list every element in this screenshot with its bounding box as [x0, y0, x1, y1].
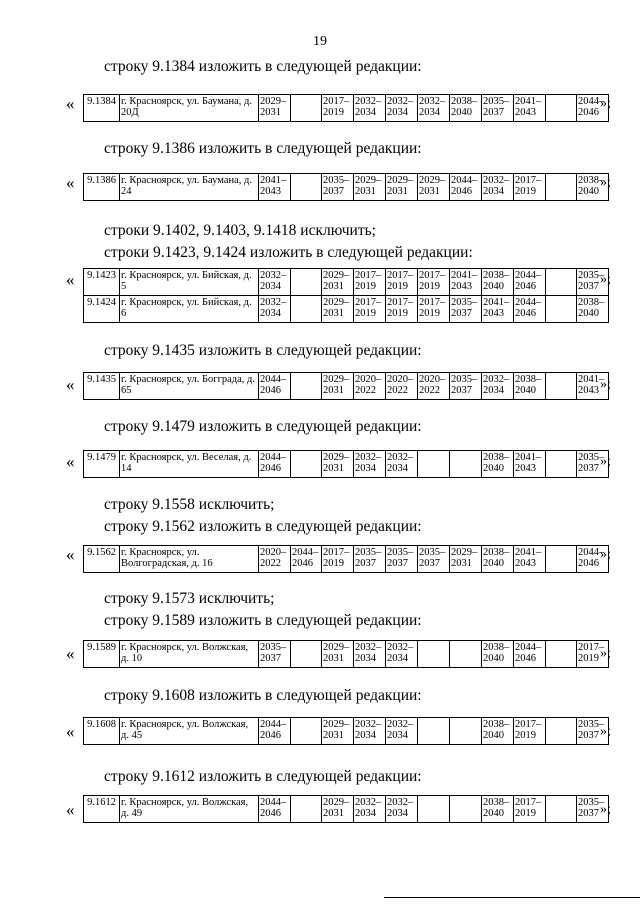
open-quote: «	[66, 722, 75, 741]
year-cell: 2032–2034	[354, 451, 386, 478]
close-quote: »;	[600, 724, 611, 739]
year-cell	[291, 95, 322, 122]
amendment-table	[83, 173, 609, 201]
row-address: г. Красноярск, ул. Волжская, д. 10	[120, 641, 259, 668]
amendment-table	[83, 268, 609, 323]
year-cell	[546, 451, 577, 478]
instruction-text: строку 9.1608 изложить в следующей редакции:	[104, 687, 422, 704]
year-cell	[546, 546, 577, 573]
year-cell: 2017–2019	[514, 718, 546, 745]
year-cell: 2044–2046	[259, 373, 291, 400]
year-cell	[291, 718, 322, 745]
row-address: г. Красноярск, ул. Бийская, д. 5	[120, 269, 259, 296]
year-cell: 2035–2037	[450, 296, 482, 323]
row-id: 9.1608	[84, 718, 120, 745]
year-cell: 2041–2043	[482, 296, 514, 323]
row-id: 9.1384	[84, 95, 120, 122]
row-id: 9.1435	[84, 373, 120, 400]
year-cell	[450, 641, 482, 668]
open-quote: «	[66, 173, 75, 192]
year-cell: 2029–2031	[386, 174, 418, 201]
year-cell: 2032–2034	[354, 796, 386, 823]
year-cell: 2020–2022	[418, 373, 450, 400]
amendment-table	[83, 717, 609, 745]
open-quote: «	[66, 545, 75, 564]
instruction-text: строку 9.1435 изложить в следующей редакции:	[104, 342, 422, 359]
year-cell: 2017–2019	[322, 95, 354, 122]
year-cell: 2029–2031	[259, 95, 291, 122]
amendment-table	[83, 545, 609, 573]
year-cell: 2020–2022	[386, 373, 418, 400]
year-cell: 2044–2046	[291, 546, 322, 573]
open-quote: «	[66, 375, 75, 394]
row-address: г. Красноярск, ул. Баумана, д. 20Д	[120, 95, 259, 122]
year-cell: 2041–2043	[514, 451, 546, 478]
instruction-text: строку 9.1573 исключить;	[104, 590, 275, 607]
year-cell: 2029–2031	[322, 269, 354, 296]
year-cell	[291, 373, 322, 400]
year-cell: 2041–2043	[450, 269, 482, 296]
open-quote: «	[66, 644, 75, 663]
row-id: 9.1386	[84, 174, 120, 201]
instruction-text: строки 9.1402, 9.1403, 9.1418 исключить;	[104, 222, 376, 239]
year-cell: 2035–2037	[322, 174, 354, 201]
year-cell: 2032–2034	[482, 373, 514, 400]
table-row	[84, 451, 609, 478]
row-address: г. Красноярск, ул. Волжская, д. 49	[120, 796, 259, 823]
year-cell	[418, 718, 450, 745]
year-cell	[291, 451, 322, 478]
year-cell: 2017–2019	[354, 269, 386, 296]
year-cell: 2020–2022	[354, 373, 386, 400]
year-cell: 2038–2040	[577, 174, 609, 201]
table-row	[84, 269, 609, 296]
year-cell: 2017–2019	[514, 174, 546, 201]
year-cell	[418, 641, 450, 668]
amendment-table	[83, 94, 609, 122]
year-cell: 2029–2031	[322, 373, 354, 400]
year-cell: 2041–2043	[514, 95, 546, 122]
year-cell	[450, 451, 482, 478]
year-cell: 2032–2034	[354, 95, 386, 122]
table-row	[84, 296, 609, 323]
year-cell: 2035–2037	[482, 95, 514, 122]
year-cell: 2044–2046	[514, 641, 546, 668]
year-cell: 2029–2031	[354, 174, 386, 201]
year-cell	[546, 95, 577, 122]
year-cell	[418, 451, 450, 478]
year-cell: 2044–2046	[259, 718, 291, 745]
table-row	[84, 546, 609, 573]
year-cell: 2044–2046	[577, 546, 609, 573]
year-cell: 2044–2046	[514, 296, 546, 323]
row-id: 9.1479	[84, 451, 120, 478]
year-cell: 2035–2037	[386, 546, 418, 573]
instruction-text: строку 9.1589 изложить в следующей редакции:	[104, 612, 422, 629]
table-row	[84, 796, 609, 823]
year-cell: 2044–2046	[259, 796, 291, 823]
year-cell: 2035–2037	[418, 546, 450, 573]
year-cell	[291, 641, 322, 668]
row-address: г. Красноярск, ул. Бийская, д. 6	[120, 296, 259, 323]
year-cell: 2017–2019	[418, 296, 450, 323]
year-cell: 2032–2034	[386, 641, 418, 668]
year-cell: 2029–2031	[322, 451, 354, 478]
year-cell: 2035–2037	[577, 451, 609, 478]
row-address: г. Красноярск, ул. Веселая, д. 14	[120, 451, 259, 478]
year-cell: 2044–2046	[577, 95, 609, 122]
year-cell: 2032–2034	[386, 95, 418, 122]
year-cell	[546, 296, 577, 323]
row-id: 9.1423	[84, 269, 120, 296]
row-id: 9.1424	[84, 296, 120, 323]
year-cell: 2032–2034	[386, 718, 418, 745]
year-cell	[450, 796, 482, 823]
year-cell	[546, 174, 577, 201]
year-cell: 2038–2040	[482, 718, 514, 745]
year-cell: 2041–2043	[259, 174, 291, 201]
year-cell: 2032–2034	[418, 95, 450, 122]
year-cell: 2038–2040	[577, 296, 609, 323]
amendment-table	[83, 795, 609, 823]
year-cell: 2029–2031	[322, 796, 354, 823]
year-cell: 2044–2046	[450, 174, 482, 201]
year-cell	[291, 269, 322, 296]
close-quote: »;	[600, 377, 611, 392]
amendment-table	[83, 372, 609, 400]
table-row	[84, 373, 609, 400]
year-cell: 2029–2031	[322, 296, 354, 323]
year-cell: 2032–2034	[482, 174, 514, 201]
page-number: 19	[313, 34, 327, 49]
year-cell: 2035–2037	[259, 641, 291, 668]
close-quote: »;	[600, 547, 611, 562]
year-cell: 2038–2040	[482, 796, 514, 823]
year-cell: 2035–2037	[577, 718, 609, 745]
year-cell	[450, 718, 482, 745]
row-id: 9.1589	[84, 641, 120, 668]
row-address: г. Красноярск, ул. Волгоградская, д. 16	[120, 546, 259, 573]
year-cell: 2038–2040	[482, 451, 514, 478]
year-cell: 2035–2037	[354, 546, 386, 573]
row-address: г. Красноярск, ул. Богграда, д. 65	[120, 373, 259, 400]
row-id: 9.1562	[84, 546, 120, 573]
row-address: г. Красноярск, ул. Баумана, д. 24	[120, 174, 259, 201]
instruction-text: строку 9.1612 изложить в следующей редакции:	[104, 768, 422, 785]
year-cell: 2032–2034	[259, 296, 291, 323]
year-cell: 2038–2040	[514, 373, 546, 400]
year-cell: 2017–2019	[514, 796, 546, 823]
year-cell: 2038–2040	[482, 269, 514, 296]
year-cell: 2017–2019	[386, 296, 418, 323]
year-cell	[291, 174, 322, 201]
year-cell: 2017–2019	[418, 269, 450, 296]
instruction-text: строки 9.1423, 9.1424 изложить в следующей редакции:	[104, 244, 473, 261]
year-cell	[546, 373, 577, 400]
row-address: г. Красноярск, ул. Волжская, д. 45	[120, 718, 259, 745]
instruction-text: строку 9.1479 изложить в следующей редакции:	[104, 418, 422, 435]
open-quote: «	[66, 800, 75, 819]
row-id: 9.1612	[84, 796, 120, 823]
close-quote: »;	[600, 272, 611, 287]
year-cell: 2038–2040	[482, 641, 514, 668]
year-cell	[291, 796, 322, 823]
year-cell	[546, 641, 577, 668]
footer-rule	[384, 897, 640, 898]
year-cell: 2038–2040	[482, 546, 514, 573]
year-cell: 2029–2031	[322, 718, 354, 745]
instruction-text: строку 9.1386 изложить в следующей редакции:	[104, 140, 422, 157]
year-cell: 2041–2043	[577, 373, 609, 400]
amendment-table	[83, 640, 609, 668]
year-cell: 2032–2034	[259, 269, 291, 296]
amendment-table	[83, 450, 609, 478]
close-quote: »;	[600, 96, 611, 111]
table-row	[84, 95, 609, 122]
instruction-text: строку 9.1558 исключить;	[104, 496, 275, 513]
close-quote: »;	[600, 802, 611, 817]
year-cell: 2035–2037	[450, 373, 482, 400]
year-cell: 2029–2031	[450, 546, 482, 573]
year-cell	[418, 796, 450, 823]
table-row	[84, 718, 609, 745]
year-cell: 2017–2019	[354, 296, 386, 323]
year-cell: 2035–2037	[577, 269, 609, 296]
instruction-text: строку 9.1562 изложить в следующей редакции:	[104, 518, 422, 535]
year-cell: 2041–2043	[514, 546, 546, 573]
year-cell: 2017–2019	[386, 269, 418, 296]
year-cell: 2032–2034	[354, 718, 386, 745]
table-row	[84, 174, 609, 201]
year-cell: 2044–2046	[259, 451, 291, 478]
year-cell	[291, 296, 322, 323]
year-cell: 2044–2046	[514, 269, 546, 296]
table-row	[84, 641, 609, 668]
year-cell	[546, 718, 577, 745]
open-quote: «	[66, 270, 75, 289]
year-cell: 2029–2031	[322, 641, 354, 668]
open-quote: «	[66, 94, 75, 113]
year-cell: 2038–2040	[450, 95, 482, 122]
year-cell	[546, 796, 577, 823]
year-cell: 2029–2031	[418, 174, 450, 201]
year-cell: 2020–2022	[259, 546, 291, 573]
year-cell: 2032–2034	[386, 796, 418, 823]
year-cell	[546, 269, 577, 296]
year-cell: 2017–2019	[322, 546, 354, 573]
year-cell: 2017–2019	[577, 641, 609, 668]
instruction-text: строку 9.1384 изложить в следующей редакции:	[104, 58, 422, 75]
close-quote: »;	[600, 175, 611, 190]
year-cell: 2032–2034	[354, 641, 386, 668]
year-cell: 2032–2034	[386, 451, 418, 478]
year-cell: 2035–2037	[577, 796, 609, 823]
close-quote: »;	[600, 646, 611, 661]
open-quote: «	[66, 452, 75, 471]
close-quote: »;	[600, 454, 611, 469]
